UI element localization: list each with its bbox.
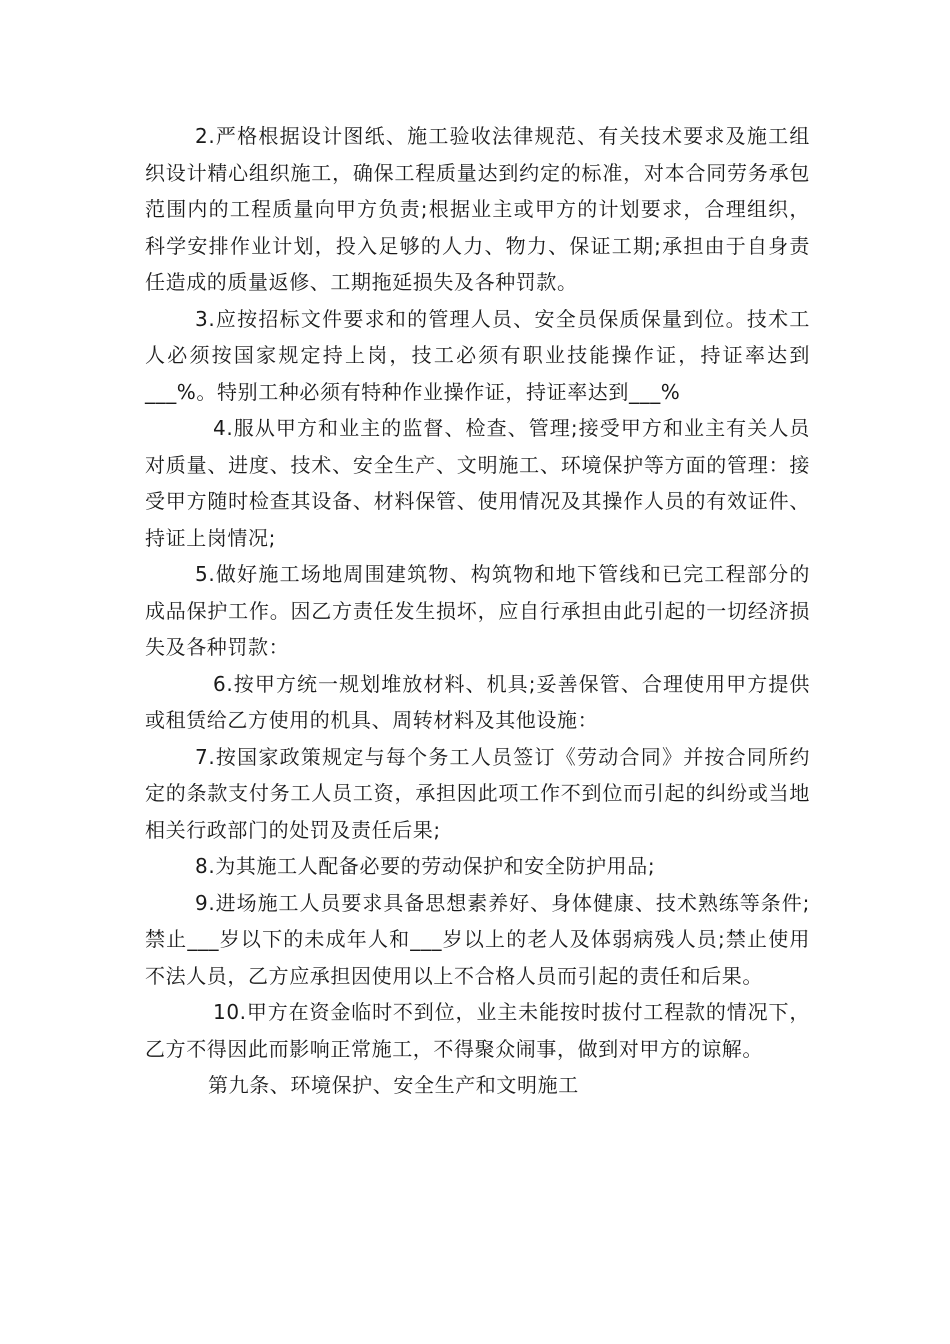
- document-body: [145, 118, 810, 1104]
- paragraph-item-5: 5.做好施工场地周围建筑物、构筑物和地下管线和已完工程部分的成品保护工作。因乙方责任发生损坏，应自行承担由此引起的一切经济损失及各种罚款：: [145, 562, 810, 659]
- paragraph-item-6: 6.按甲方统一规划堆放材料、机具;妥善保管、合理使用甲方提供或租赁给乙方使用的机具、周转材料及其他设施：: [145, 671, 810, 732]
- section-heading: 第九条、环境保护、安全生产和文明施工: [208, 1073, 579, 1097]
- paragraph-item-9: 9.进场施工人员要求具备思想素养好、身体健康、技术熟练等条件;禁止___岁以下的未成年人和___岁以上的老人及体弱病残人员;禁止使用不法人员，乙方应承担因使用以上不合格人员而引起的责任和后果。: [145, 890, 810, 988]
- paragraph-item-3: 3.应按招标文件要求和的管理人员、安全员保质保量到位。技术工人必须按国家规定持上岗，技工必须有职业技能操作证，持证率达到___%。特别工种必须有特种作业操作证，持证率达到___%: [145, 306, 810, 404]
- paragraph-item-4: 4.服从甲方和业主的监督、检查、管理;接受甲方和业主有关人员对质量、进度、技术、安全生产、文明施工、环境保护等方面的管理：接受甲方随时检查其设备、材料保管、使用情况及其操作人员的有效证件、持证上岗情况;: [145, 416, 810, 550]
- paragraph-item-2: 2.严格根据设计图纸、施工验收法律规范、有关技术要求及施工组织设计精心组织施工，确保工程质量达到约定的标准，对本合同劳务承包范围内的工程质量向甲方负责;根据业主或甲方的计划要求，合理组织，科学安排作业计划，投入足够的人力、物力、保证工期;承担由于自身责任造成的质量返修、工期拖延损失及各种罚款。: [145, 124, 810, 294]
- paragraph-item-8: 8.为其施工人配备必要的劳动保护和安全防护用品;: [195, 854, 656, 878]
- paragraph-item-10: 10.甲方在资金临时不到位，业主未能按时拔付工程款的情况下，乙方不得因此而影响正常施工，不得聚众闹事，做到对甲方的谅解。: [145, 1000, 810, 1061]
- paragraph-item-7: 7.按国家政策规定与每个务工人员签订《劳动合同》并按合同所约定的条款支付务工人员工资，承担因此项工作不到位而引起的纠纷或当地相关行政部门的处罚及责任后果;: [145, 744, 810, 842]
